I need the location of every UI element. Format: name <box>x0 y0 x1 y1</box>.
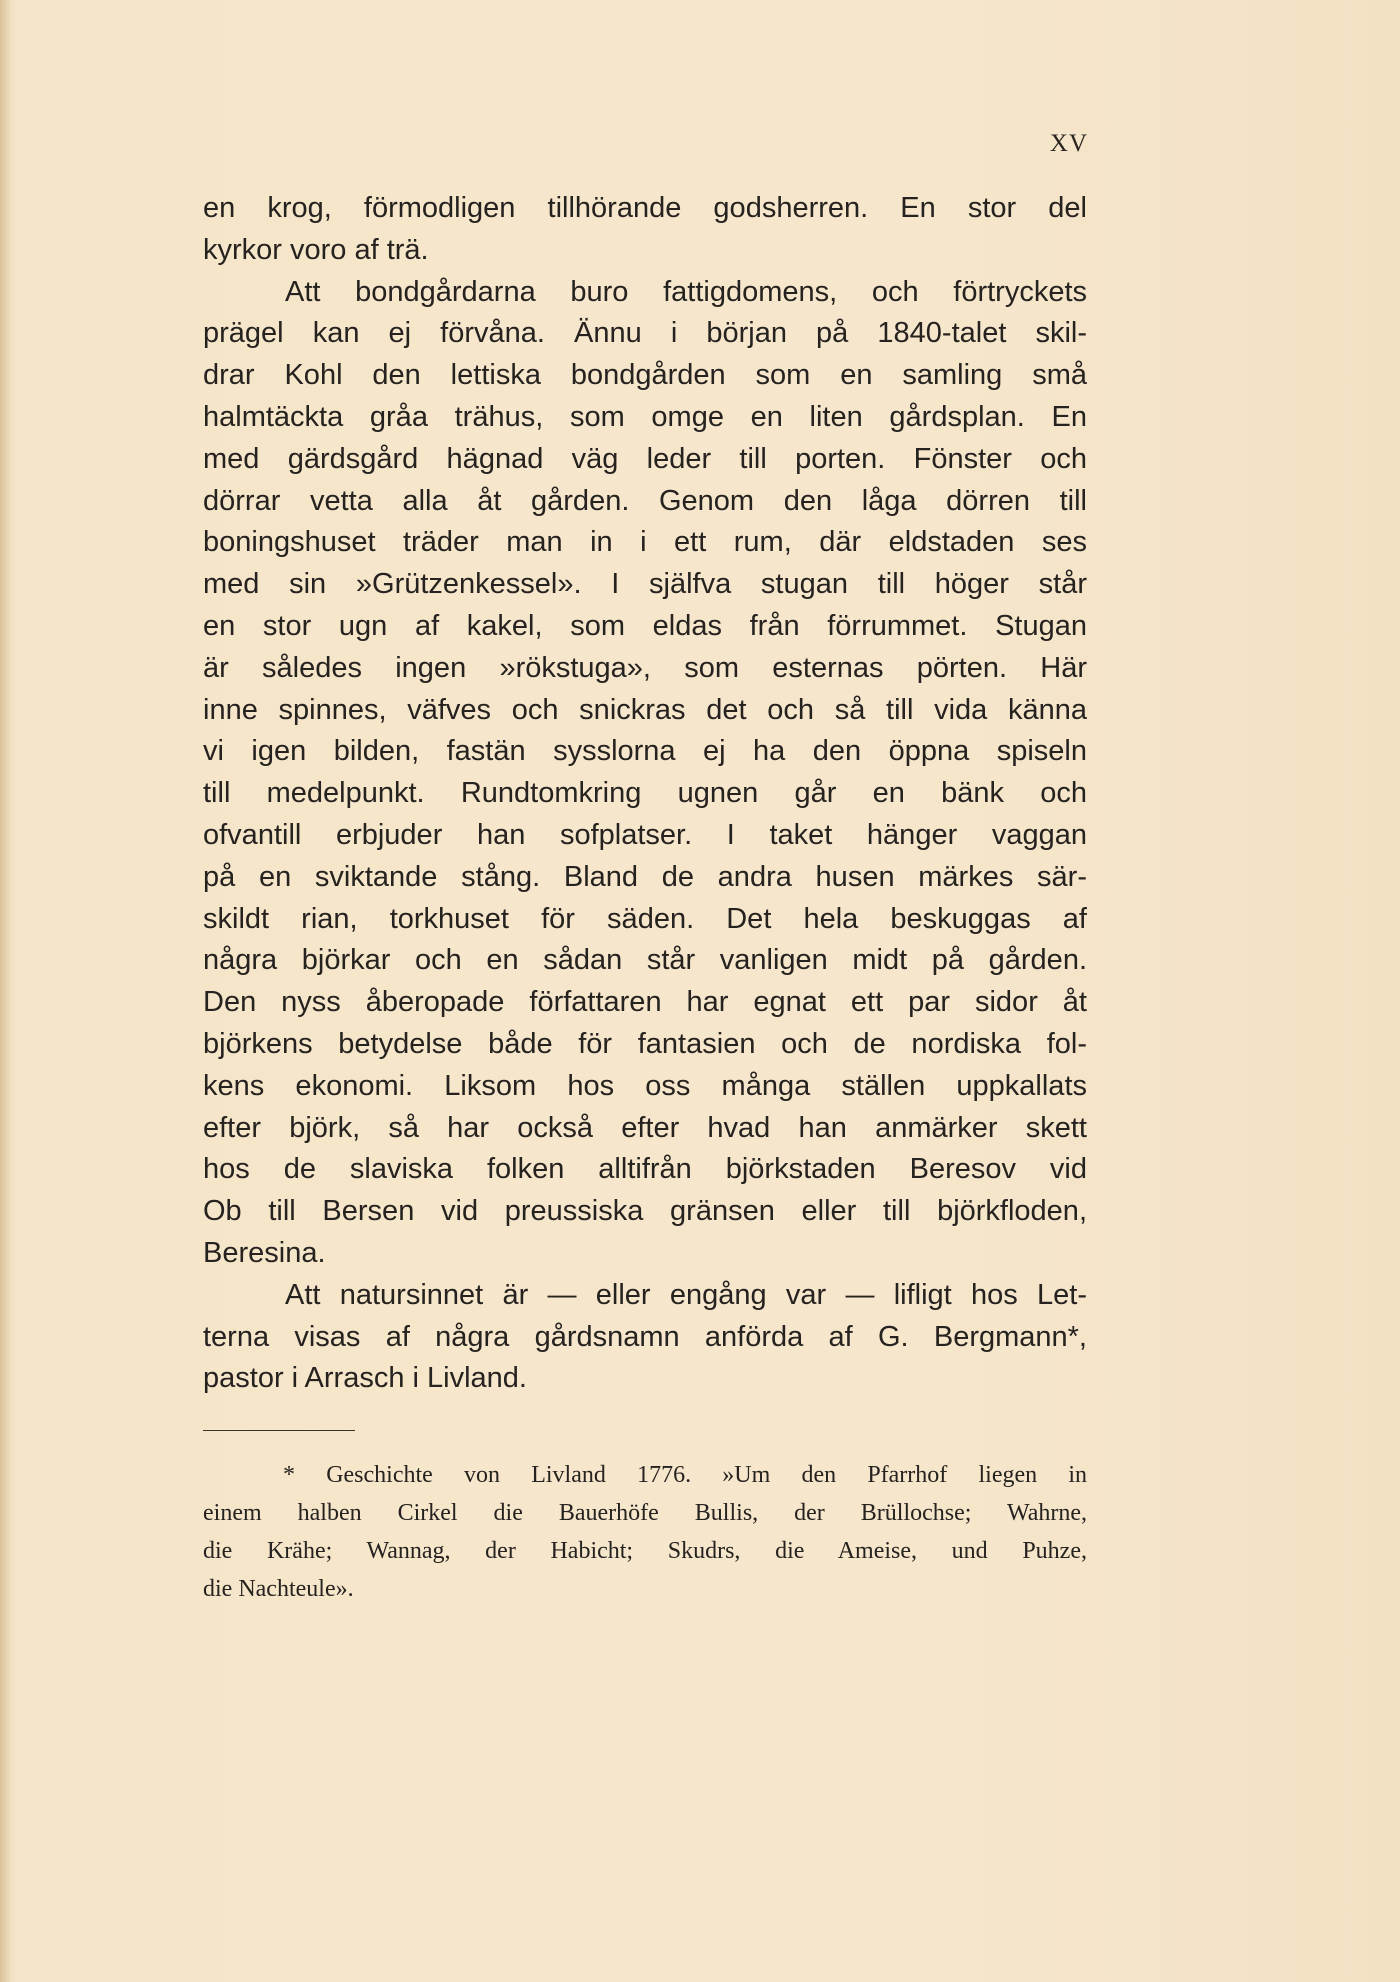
text-line: med sin »Grützenkessel». I själfva stugan till höger står <box>203 568 1087 601</box>
text-line: på en sviktande stång. Bland de andra husen märkes sär- <box>203 860 1087 893</box>
text-line: Att natursinnet är — eller engång var — lifligt hos Let- <box>285 1278 1087 1311</box>
body-text <box>203 188 1087 1400</box>
text-line: boningshuset träder man in i ett rum, där eldstaden ses <box>203 526 1087 559</box>
footnote-divider <box>203 1430 355 1431</box>
text-line: kens ekonomi. Liksom hos oss många ställen uppkallats <box>203 1069 1087 1102</box>
text-line: några björkar och en sådan står vanligen midt på gården. <box>203 944 1087 977</box>
footnote <box>203 1456 1087 1608</box>
text-line: Den nyss åberopade författaren har egnat ett par sidor åt <box>203 986 1087 1019</box>
text-line: till medelpunkt. Rundtomkring ugnen går en bänk och <box>203 777 1087 810</box>
text-line: halmtäckta gråa trähus, som omge en liten gårdsplan. En <box>203 400 1087 433</box>
text-line: skildt rian, torkhuset för säden. Det hela beskuggas af <box>203 902 1087 935</box>
text-line: kyrkor voro af trä. <box>203 233 429 266</box>
footnote-line: einem halben Cirkel die Bauerhöfe Bullis, der Brüllochse; Wahrne, <box>203 1500 1087 1526</box>
text-line: en stor ugn af kakel, som eldas från förrummet. Stugan <box>203 609 1087 642</box>
footnote-line: die Krähe; Wannag, der Habicht; Skudrs, die Ameise, und Puhze, <box>203 1538 1087 1564</box>
text-line: med gärdsgård hägnad väg leder till porten. Fönster och <box>203 442 1087 475</box>
footnote-line: * Geschichte von Livland 1776. »Um den Pfarrhof liegen in <box>283 1462 1087 1488</box>
text-line: inne spinnes, väfves och snickras det och så till vida känna <box>203 693 1087 726</box>
text-line: Att bondgårdarna buro fattigdomens, och förtryckets <box>285 275 1087 308</box>
text-line: är således ingen »rökstuga», som esternas pörten. Här <box>203 651 1087 684</box>
text-line: hos de slaviska folken alltifrån björkstaden Beresov vid <box>203 1153 1087 1186</box>
text-line: Ob till Bersen vid preussiska gränsen eller till björkfloden, <box>203 1195 1087 1228</box>
text-line: drar Kohl den lettiska bondgården som en samling små <box>203 359 1087 392</box>
footnote-line: die Nachteule». <box>203 1576 354 1602</box>
text-line: en krog, förmodligen tillhörande godsherren. En stor del <box>203 192 1087 224</box>
text-line: pastor i Arrasch i Livland. <box>203 1362 527 1395</box>
page-edge <box>0 0 10 1982</box>
text-line: vi igen bilden, fastän sysslorna ej ha den öppna spiseln <box>203 735 1087 768</box>
text-line: prägel kan ej förvåna. Ännu i början på 1840-talet skil- <box>203 317 1087 350</box>
text-line: björkens betydelse både för fantasien och de nordiska fol- <box>203 1027 1087 1060</box>
text-line: efter björk, så har också efter hvad han anmärker skett <box>203 1111 1087 1144</box>
text-line: Beresina. <box>203 1236 326 1269</box>
text-line: ofvantill erbjuder han sofplatser. I taket hänger vaggan <box>203 818 1087 851</box>
text-line: dörrar vetta alla åt gården. Genom den låga dörren till <box>203 484 1087 517</box>
page-number: XV <box>1049 130 1088 157</box>
text-line: terna visas af några gårdsnamn anförda af G. Bergmann*, <box>203 1320 1087 1353</box>
